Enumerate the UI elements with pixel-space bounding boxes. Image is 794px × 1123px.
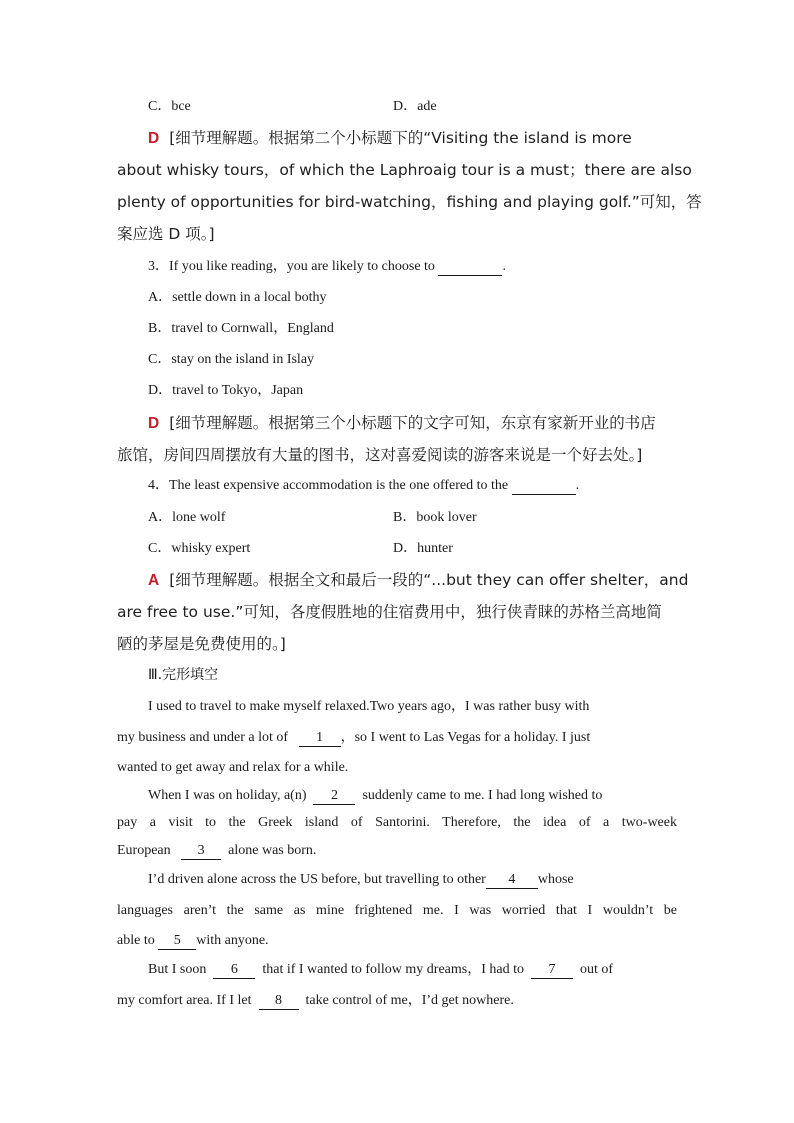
q4-option-d: D．hunter bbox=[393, 541, 453, 556]
passage-text: whose bbox=[537, 872, 574, 887]
q3-stem: 3．If you like reading，you are likely to choose to . bbox=[148, 259, 506, 274]
cloze-blank-7: 7 bbox=[531, 962, 573, 979]
q2-explain-text-1: [细节理解题。根据第二个小标题下的“Visiting the island is more bbox=[169, 129, 632, 147]
passage-text: that if I wanted to follow my dreams，I had to bbox=[262, 962, 525, 977]
passage-p4-line-1 bbox=[148, 960, 677, 980]
q2-explain-line-2: about whisky tours，of which the Laphroaig tour is a must；there are also bbox=[117, 161, 692, 179]
q4-option-a: A．lone wolf bbox=[148, 510, 226, 525]
q3-option-d: D．travel to Tokyo，Japan bbox=[148, 383, 304, 398]
section-title: Ⅲ.完形填空 bbox=[148, 667, 219, 683]
cloze-blank-3: 3 bbox=[181, 843, 221, 860]
q4-stem-text: 4．The least expensive accommodation is the one offered to the bbox=[148, 478, 509, 493]
passage-p1-line-3: wanted to get away and relax for a while. bbox=[117, 760, 349, 775]
q4-options-row-1 bbox=[148, 508, 677, 528]
q4-explain-line-3: 陋的茅屋是免费使用的。] bbox=[117, 635, 286, 653]
passage-p2-line-2: pay a visit to the Greek island of Santorini. Therefore, the idea of a two-week bbox=[117, 815, 677, 830]
q3-explain-line-2: 旅馆，房间四周摆放有大量的图书，这对喜爱阅读的游客来说是一个好去处。] bbox=[117, 446, 643, 464]
passage-text: out of bbox=[580, 962, 614, 977]
q4-explain-line-2: are free to use.”可知，各度假胜地的住宿费用中，独行侠青睐的苏格兰高地简 bbox=[117, 603, 662, 621]
cloze-blank-8: 8 bbox=[259, 993, 299, 1010]
cloze-blank-2: 2 bbox=[313, 788, 355, 805]
cloze-blank-1: 1 bbox=[299, 730, 341, 747]
passage-text: When I was on holiday, a(n) bbox=[148, 788, 307, 803]
q4-stem: 4．The least expensive accommodation is the one offered to the . bbox=[148, 478, 580, 493]
cloze-blank-5: 5 bbox=[158, 933, 196, 950]
q4-explain-line-1 bbox=[148, 570, 689, 591]
passage-p1-line-2 bbox=[117, 728, 677, 748]
passage-text: able to bbox=[117, 933, 155, 948]
q2-options-row bbox=[148, 97, 677, 117]
q2-answer: D bbox=[148, 130, 160, 147]
passage-text: I’d driven alone across the US before, but travelling to other bbox=[148, 872, 486, 887]
passage-text: But I soon bbox=[148, 962, 207, 977]
passage-p4-line-2 bbox=[117, 991, 677, 1011]
q2-explain-line-1 bbox=[148, 128, 677, 149]
q4-answer-blank bbox=[512, 478, 576, 495]
passage-text: my comfort area. If I let bbox=[117, 993, 252, 1008]
q3-answer-blank bbox=[438, 259, 502, 276]
cloze-blank-4: 4 bbox=[486, 872, 538, 889]
passage-p3-line-1 bbox=[148, 870, 677, 890]
passage-text: with anyone. bbox=[196, 933, 269, 948]
passage-text: ，so I went to Las Vegas for a holiday. I just bbox=[340, 730, 591, 745]
q4-option-c: C．whisky expert bbox=[148, 541, 251, 556]
passage-p3-line-2: languages aren’t the same as mine frightened me. I was worried that I wouldn’t be bbox=[117, 903, 677, 918]
cloze-blank-6: 6 bbox=[213, 962, 255, 979]
q3-explain-line-1 bbox=[148, 413, 677, 434]
q3-option-a: A．settle down in a local bothy bbox=[148, 290, 327, 305]
passage-text: suddenly came to me. I had long wished to bbox=[362, 788, 603, 803]
passage-text: my business and under a lot of bbox=[117, 730, 289, 745]
passage-p3-line-3 bbox=[117, 931, 677, 951]
q2-option-c: C．bce bbox=[148, 99, 191, 114]
q3-option-b: B．travel to Cornwall，England bbox=[148, 321, 334, 336]
q4-option-b: B．book lover bbox=[393, 510, 477, 525]
q3-stem-text: 3．If you like reading，you are likely to choose to bbox=[148, 259, 435, 274]
q4-explain-text-1: [细节理解题。根据全文和最后一段的“...but they can offer shelter，and bbox=[169, 571, 689, 589]
passage-text: take control of me，I’d get nowhere. bbox=[305, 993, 514, 1008]
q2-explain-line-3: plenty of opportunities for bird-watching，fishing and playing golf.”可知，答 bbox=[117, 193, 702, 211]
passage-text: European bbox=[117, 843, 171, 858]
passage-text: alone was born. bbox=[228, 843, 317, 858]
q4-options-row-2 bbox=[148, 539, 677, 559]
q2-option-d: D．ade bbox=[393, 99, 437, 114]
q2-explain-line-4: 案应选 D 项。] bbox=[117, 225, 215, 243]
passage-p2-line-1 bbox=[148, 786, 677, 806]
q3-answer: D bbox=[148, 415, 160, 432]
passage-p1-line-1: I used to travel to make myself relaxed.Two years ago，I was rather busy with bbox=[148, 699, 590, 714]
q4-answer: A bbox=[148, 572, 160, 589]
q3-option-c: C．stay on the island in Islay bbox=[148, 352, 315, 367]
q3-explain-text-1: [细节理解题。根据第三个小标题下的文字可知，东京有家新开业的书店 bbox=[169, 414, 656, 432]
passage-p2-line-3 bbox=[117, 841, 677, 861]
